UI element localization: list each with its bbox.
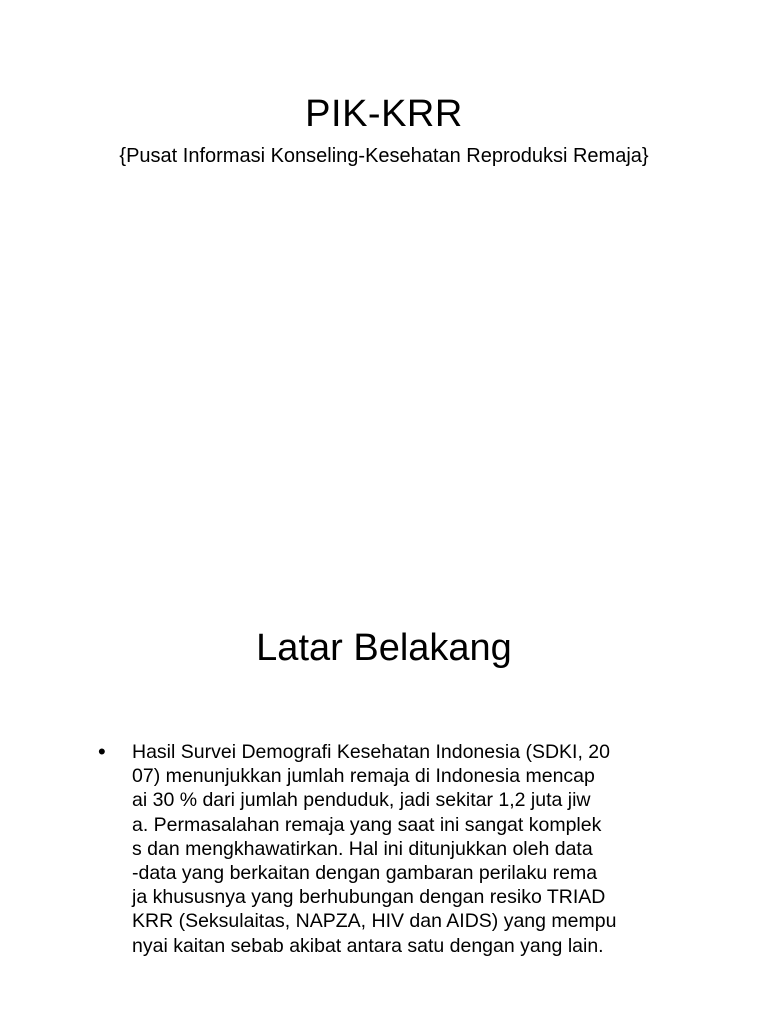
bullet-text-line: a. Permasalahan remaja yang saat ini sangat komplek [132,813,602,836]
bullet-list [98,740,738,958]
slide-2 [0,512,768,1024]
slide-subtitle: {Pusat Informasi Konseling-Kesehatan Reproduksi Remaja} [119,145,649,167]
slide-title: PIK-KRR [305,93,463,135]
bullet-icon: • [98,739,106,764]
bullet-text-line: Hasil Survei Demografi Kesehatan Indonesia (SDKI, 20 [132,741,610,763]
bullet-text-line: KRR (Seksulaitas, NAPZA, HIV dan AIDS) yang mempu [132,910,617,933]
bullet-text-line: 07) menunjukkan jumlah remaja di Indonesia mencap [132,765,595,788]
slide-title: Latar Belakang [256,627,512,669]
bullet-text-line: ai 30 % dari jumlah penduduk, jadi sekitar 1,2 juta jiw [132,789,591,812]
bullet-text-line: nyai kaitan sebab akibat antara satu dengan yang lain. [132,934,604,957]
bullet-item [98,740,738,958]
bullet-text-line: -data yang berkaitan dengan gambaran perilaku rema [132,862,598,885]
bullet-text-line: s dan mengkhawatirkan. Hal ini ditunjukkan oleh data [132,837,593,860]
bullet-text-line: ja khususnya yang berhubungan dengan resiko TRIAD [132,886,606,909]
